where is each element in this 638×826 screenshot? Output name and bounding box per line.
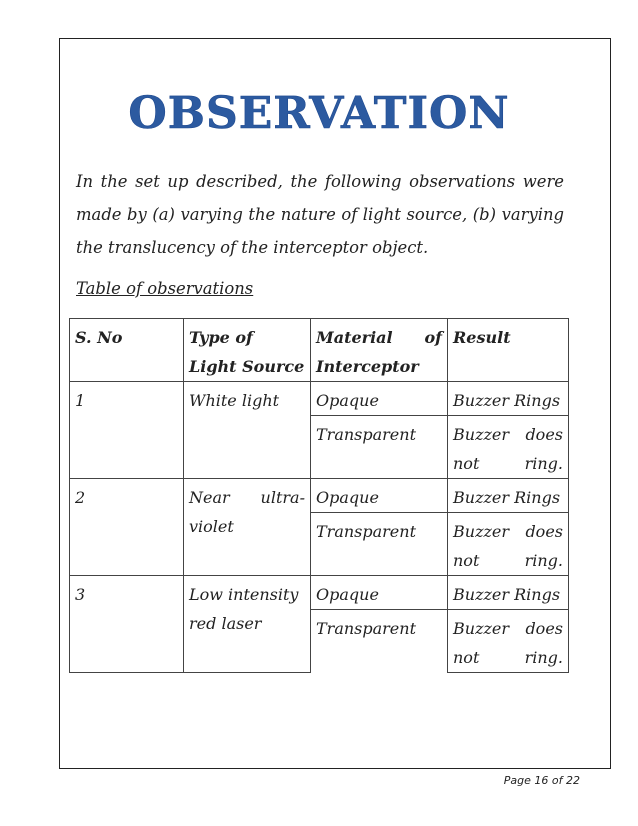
cell-result: Buzzer does not ring. xyxy=(448,513,569,576)
header-light-source: Type of Light Source xyxy=(184,319,311,382)
cell-material: Transparent xyxy=(311,610,448,673)
cell-sno: 2 xyxy=(70,479,184,576)
header-result: Result xyxy=(448,319,569,382)
cell-material: Transparent xyxy=(311,416,448,479)
page-number: Page 16 of 22 xyxy=(503,774,580,787)
observations-table xyxy=(69,318,569,673)
cell-result: Buzzer Rings xyxy=(448,576,569,610)
table-row xyxy=(70,382,569,416)
cell-result: Buzzer does not ring. xyxy=(448,416,569,479)
cell-sno: 3 xyxy=(70,576,184,673)
cell-sno: 1 xyxy=(70,382,184,479)
cell-light-source: White light xyxy=(184,382,311,479)
cell-material: Opaque xyxy=(311,382,448,416)
table-caption: Table of observations xyxy=(76,279,254,298)
cell-material: Transparent xyxy=(311,513,448,576)
cell-result: Buzzer Rings xyxy=(448,382,569,416)
header-material: Material of Interceptor xyxy=(311,319,448,382)
intro-paragraph: In the set up described, the following observations were made by (a) varying the nature of light source, (b) varying the translucency of the interceptor object. xyxy=(76,172,564,257)
table-row xyxy=(70,479,569,513)
cell-material: Opaque xyxy=(311,479,448,513)
table-row xyxy=(70,576,569,610)
cell-light-source: Low intensity red laser xyxy=(184,576,311,673)
cell-result: Buzzer does not ring. xyxy=(448,610,569,673)
table-header-row xyxy=(70,319,569,382)
header-sno: S. No xyxy=(70,319,184,382)
cell-light-source: Near ultra-violet xyxy=(184,479,311,576)
page-title: OBSERVATION xyxy=(128,88,510,139)
cell-material: Opaque xyxy=(311,576,448,610)
cell-result: Buzzer Rings xyxy=(448,479,569,513)
